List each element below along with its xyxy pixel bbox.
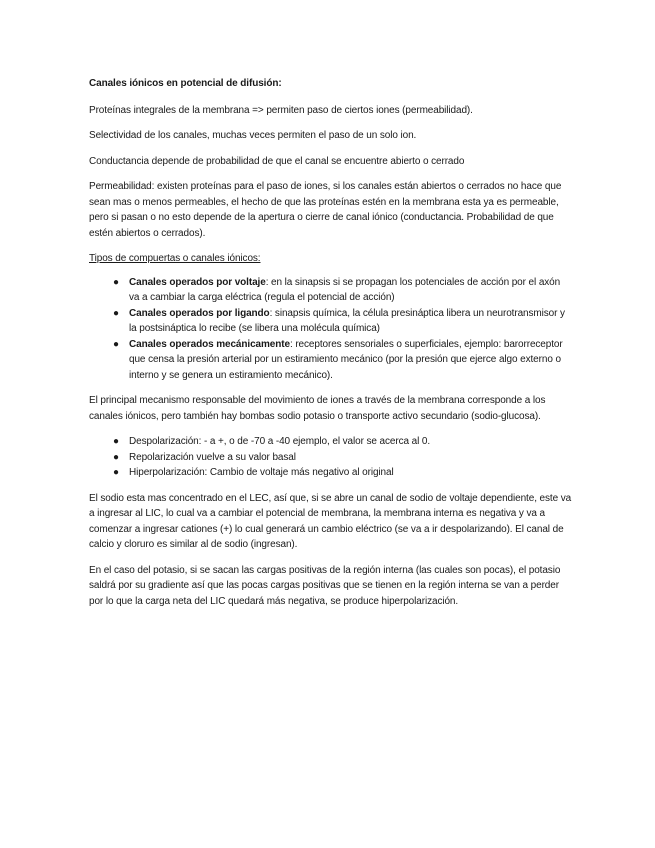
list-item-text: : en la sinapsis si se propagan los potenciales de acción por el axón va a cambiar la carga eléctrica (regula el potencial de acción) xyxy=(129,276,561,303)
list-item-text: Despolarización: - a +, o de -70 a -40 ejemplo, el valor se acerca al 0. xyxy=(129,436,431,447)
paragraph-potassium: En el caso del potasio, si se sacan las cargas positivas de la región interna (las cuales son pocas), el potasio saldrá por su gradiente así que las pocas cargas positivas que se tienen en la región interna se van a perder por lo que la carga neta del LIC quedará más negativa, se produce hiperpolarización. xyxy=(89,564,561,607)
list-item-bold: Canales operados por ligando xyxy=(129,307,270,319)
list-item-hyperpolarization xyxy=(89,465,573,481)
list-item-text: : receptores sensoriales o superficiales, ejemplo: barorreceptor que censa la presión arterial por un estiramiento mecánico (por la presión que ejerce algo externo o interno y se genera un estiramiento mecánico). xyxy=(129,338,563,381)
paragraph-selectivity: Selectividad de los canales, muchas veces permiten el paso de un solo ion. xyxy=(89,130,417,141)
document-title: Canales iónicos en potencial de difusión: xyxy=(89,78,282,89)
list-item-mechanical xyxy=(89,337,573,384)
bullet-icon: ● xyxy=(113,338,119,350)
polarization-list xyxy=(89,434,573,481)
types-heading: Tipos de compuertas o canales iónicos: xyxy=(89,253,261,264)
channel-types-list xyxy=(89,275,573,384)
list-item-text: Repolarización vuelve a su valor basal xyxy=(129,451,296,463)
list-item-depolarization xyxy=(89,434,573,450)
paragraph-mechanism: El principal mecanismo responsable del movimiento de iones a través de la membrana corresponde a los canales iónicos, pero también hay bombas sodio potasio o transporte activo secundario (sodio-glucosa). xyxy=(89,395,546,422)
list-item-repolarization xyxy=(89,450,573,466)
list-item-text: : sinapsis química, la célula presináptica libera un neurotransmisor y la postsináptica lo recibe (se libera una molécula química) xyxy=(129,307,565,334)
list-item-voltage xyxy=(89,275,573,306)
bullet-icon: ● xyxy=(113,276,119,288)
paragraph-permeability: Permeabilidad: existen proteínas para el paso de iones, si los canales están abiertos o cerrados no hace que sean mas o menos permeables, el hecho de que las proteínas estén en la membrana esta ya es permeable, pero si pasan o no esto depende de la apertura o cierre de canal iónico (conductancia. Probabilidad de que estén abiertos o cerrados). xyxy=(89,181,562,239)
document-page xyxy=(89,76,573,619)
bullet-icon: ● xyxy=(113,451,119,463)
paragraph-proteins: Proteínas integrales de la membrana => permiten paso de ciertos iones (permeabilidad). xyxy=(89,104,473,116)
list-item-bold: Canales operados mecánicamente xyxy=(129,338,290,350)
paragraph-sodium: El sodio esta mas concentrado en el LEC, así que, si se abre un canal de sodio de voltaje dependiente, este va a ingresar al LIC, lo cual va a cambiar el potencial de membrana, la membrana interna es negativa y va a comenzar a ingresar cationes (+) lo cual generará un cambio eléctrico (se va a ir despolarizando). El canal de calcio y cloruro es similar al de sodio (ingresan). xyxy=(89,492,572,550)
paragraph-conductance: Conductancia depende de probabilidad de que el canal se encuentre abierto o cerrado xyxy=(89,155,465,167)
bullet-icon: ● xyxy=(113,307,119,319)
list-item-ligand xyxy=(89,306,573,337)
list-item-bold: Canales operados por voltaje xyxy=(129,276,266,288)
bullet-icon: ● xyxy=(113,436,119,447)
list-item-text: Hiperpolarización: Cambio de voltaje más negativo al original xyxy=(129,467,394,478)
bullet-icon: ● xyxy=(113,467,119,478)
